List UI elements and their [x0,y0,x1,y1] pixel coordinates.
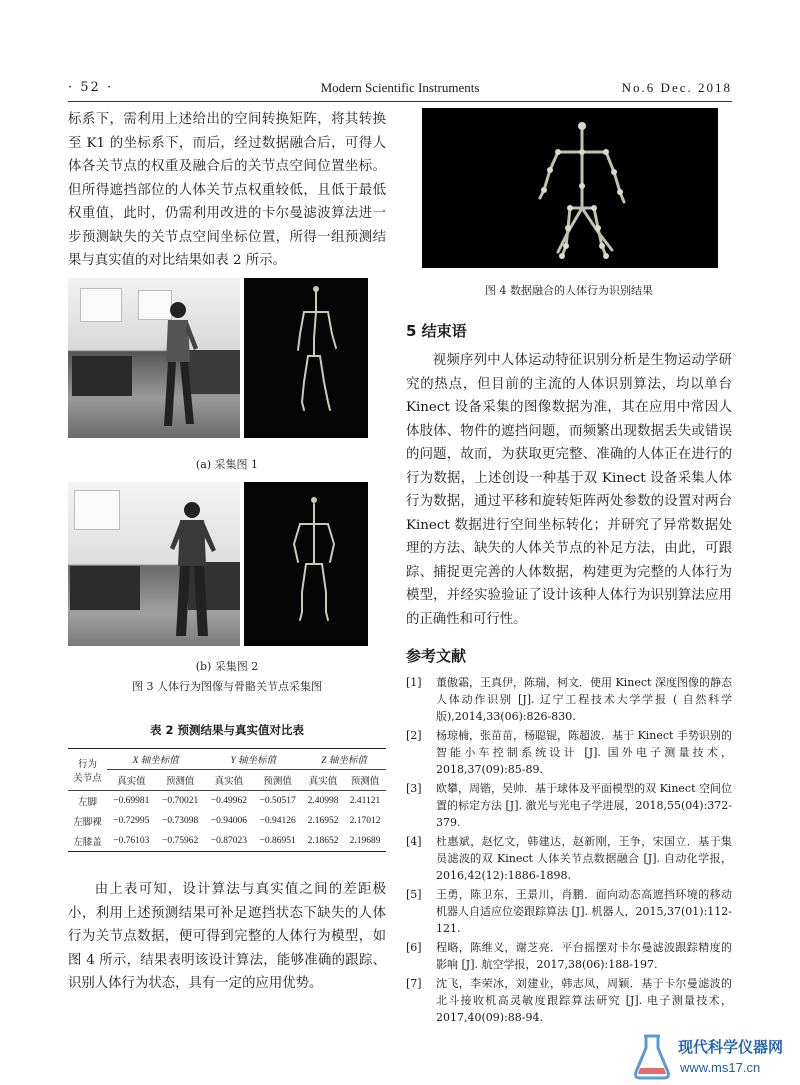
table2-cell: −0.94006 [210,816,247,826]
flask-icon [632,1032,672,1080]
table2-joint: 左脚裸 [73,818,102,828]
table2-cell: 2.41121 [349,796,381,806]
table2-subheader: 真实值 [107,770,156,791]
person-silhouette-b [168,500,218,640]
figure3-photo-a [68,278,368,438]
person-silhouette-a [156,300,200,430]
table2-joint-header: 行为 关节点 [68,749,107,791]
table2-cell: −0.73098 [161,816,199,826]
issue-date: No.6 Dec. 2018 [621,80,732,95]
table2-cell: −0.94126 [259,816,296,826]
right-column [406,108,732,1028]
header-rule [68,101,732,102]
table-row [68,831,386,852]
table2-subheader: 预测值 [344,770,386,791]
table2-joint: 左脚 [77,798,97,808]
watermark-name: 现代科学仪器网 [678,1038,784,1056]
page-number: · 52 · [68,80,114,95]
table2-cell: 2.40998 [307,796,339,806]
figure3-sub-a-caption: (a) 采集图 1 [195,458,259,471]
figure4-caption: 图 4 数据融合的人体行为识别结果 [485,284,653,297]
table2-cell: −0.69981 [113,796,150,806]
table-row [68,791,386,812]
figure3-caption: 图 3 人体行为图像与骨骼关节点采集图 [132,680,322,693]
references-heading: 参考文献 [406,647,467,665]
table2-title: 表 2 预测结果与真实值对比表 [149,723,304,737]
list-item: [5] 王勇，陈卫东，王景川，肖鹏．面向动态高遮挡环境的移动机器人自适应位姿跟踪算法 [J]. 机器人，2015,37(01):112-121. [406,888,732,935]
table2-cell: −0.86951 [253,831,302,852]
table-row [68,811,386,831]
figure3-photo-b [68,482,368,646]
conclusion-paragraph: 由上表可知，设计算法与真实值之间的差距极小，利用上述预测结果可补足遮挡状态下缺失的人体行为关节点数据，便可得到完整的人体行为模型，如图 4 所示，结果表明该设计算法，能够准确的跟踪、识别人体行为状态，具有一定的应用优势。 [68,882,386,991]
list-item: [3] 欧攀，周锴，吴帅．基于球体及平面模型的双 Kinect 空间位置的标定方法 [J]. 激光与光电子学进展，2018,55(04):372-379. [406,782,732,829]
running-header [68,80,732,100]
list-item: [6] 程略，陈维义，谢芝亮．平台摇摆对卡尔曼滤波跟踪精度的影响 [J]. 航空学报，2017,38(06):188-197. [406,941,732,971]
table2-cell: −0.75962 [156,831,205,852]
table2-cell: 2.17012 [349,816,381,826]
table2-group-x: X 轴坐标值 [107,749,205,770]
table2-subheader: 预测值 [156,770,205,791]
left-column [68,108,386,996]
list-item: [7] 沈飞，李荣冰，刘建业，韩志凤，周颖．基于卡尔曼滤波的北斗接收机高灵敏度跟踪算法研究 [J]. 电子测量技术，2017,40(09):88-94. [406,977,732,1024]
table2-cell: −0.50517 [259,796,296,806]
figure4-image [422,108,718,268]
skeleton-view-a [244,278,368,438]
table2-joint: 左膝盖 [68,831,107,852]
table2-subheader: 预测值 [253,770,302,791]
watermark-logo [628,1030,796,1082]
journal-name: Modern Scientific Instruments [320,80,480,95]
table2-cell: −0.49962 [210,796,247,806]
table2-cell: −0.87023 [205,831,254,852]
references-list [406,674,732,1026]
list-item: [2] 杨琼楠，张苗苗，杨聪锟，陈超波．基于 Kinect 手势识别的智能小车控制系统设计 [J]. 国外电子测量技术，2018,37(09):85-89. [406,729,732,776]
list-item: [4] 杜惠斌，赵忆文，韩建达，赵新刚，王争，宋国立．基于集员滤波的双 Kinect 人体关节点数据融合 [J]. 自动化学报，2016,42(12):1886-1898. [406,835,732,882]
table2-cell: −0.70021 [161,796,199,806]
skeleton-view-b [244,482,368,646]
section5-body: 视频序列中人体运动特征识别分析是生物运动学研究的热点，但目前的主流的人体识别算法，均以单台 Kinect 设备采集的图像数据为准，其在应用中常因人体肢体、物件的遮挡问题，而频繁出现数据丢失或错误的问题，故而，为获取更完整、准确的人体正在进行的行为数据，上述创设一种基于双 Kinect 设备采集人体行为数据，通过平移和旋转矩阵两处参数的设置对两台 Kinect 数据进行空间坐标转化；并研究了异常数据处理的方法、缺失的人体关节点的补足方法，由此，可跟踪、捕捉更完善的人体数据，构建更为完整的人体行为模型，并经实验验证了设计该种人体行为识别算法应用的正确性和可行性。 [406,353,732,627]
table2-group-z: Z 轴坐标值 [302,749,386,770]
table2-cell: −0.72995 [113,816,150,826]
table2-subheader: 真实值 [302,770,344,791]
intro-paragraph: 标系下，需利用上述给出的空间转换矩阵，将其转换至 K1 的坐标系下，而后，经过数据融合后，可得人体各关节点的权重及融合后的关节点空间位置坐标。但所得遮挡部位的人体关节点权重较低，且低于最低权重值，此时，仍需利用改进的卡尔曼滤波算法进一步预测缺失的关节点空间坐标位置，所得一组预测结果与真实值的对比结果如表 2 所示。 [68,112,386,268]
section5-heading: 5 结束语 [406,322,467,340]
figure3-sub-b-caption: (b) 采集图 2 [195,660,259,673]
table2-cell: 2.16952 [307,816,339,826]
table2-subheader: 真实值 [205,770,254,791]
list-item: [1] 董傲霜，王真伊，陈瑞，柯文．使用 Kinect 深度图像的静态人体动作识别 [J]. 辽宁工程技术大学学报 ( 自然科学版),2014,33(06):826-830. [406,676,732,723]
table2-cell: −0.76103 [107,831,156,852]
table2-group-y: Y 轴坐标值 [205,749,303,770]
table2 [68,748,386,852]
table2-cell: 2.19689 [344,831,386,852]
table2-cell: 2.18652 [302,831,344,852]
watermark-url: www.ms17.cn [680,1060,761,1075]
